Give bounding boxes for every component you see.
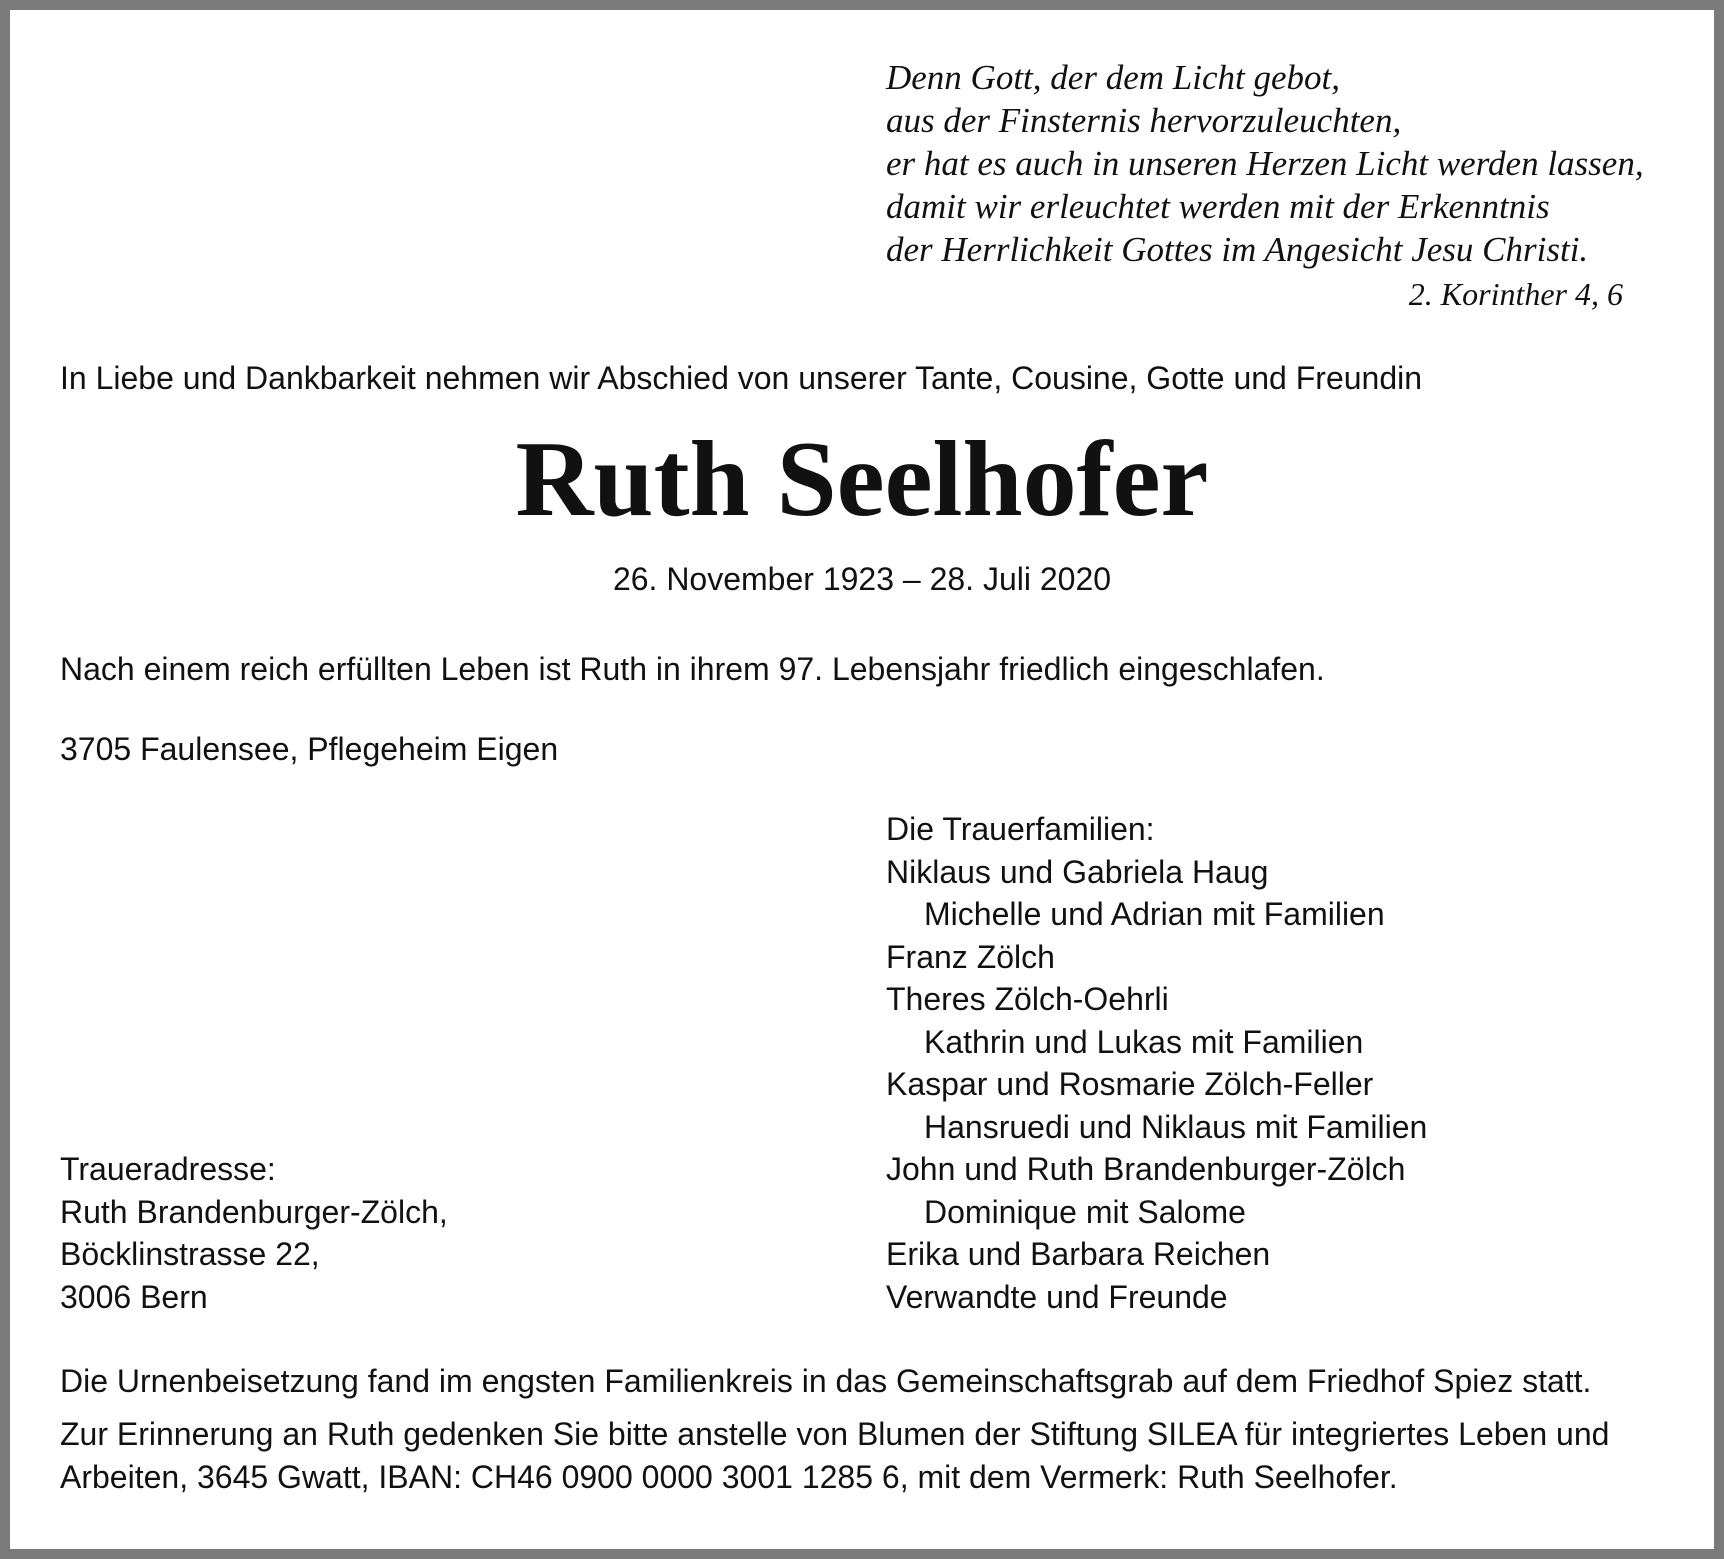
family-entry: Franz Zölch bbox=[886, 938, 1055, 975]
intro-text: In Liebe und Dankbarkeit nehmen wir Abschied von unserer Tante, Cousine, Gotte und Freundin bbox=[60, 360, 1423, 396]
verse-line: damit wir erleuchtet werden mit der Erkenntnis bbox=[886, 187, 1550, 226]
mourning-address bbox=[60, 1148, 448, 1318]
verse-line: aus der Finsternis hervorzuleuchten, bbox=[886, 101, 1402, 140]
verse-line: Denn Gott, der dem Licht gebot, bbox=[886, 58, 1340, 97]
address-line: Ruth Brandenburger-Zölch, bbox=[60, 1193, 448, 1230]
donation-text bbox=[60, 1413, 1670, 1499]
donation-line: Arbeiten, 3645 Gwatt, IBAN: CH46 0900 0000 3001 1285 6, mit dem Vermerk: Ruth Seelhofer. bbox=[60, 1459, 1398, 1495]
verse-line: der Herrlichkeit Gottes im Angesicht Jesu Christi. bbox=[886, 230, 1589, 269]
family-entry: Erika und Barbara Reichen bbox=[886, 1236, 1271, 1272]
family-entry: Niklaus und Gabriela Haug bbox=[886, 853, 1269, 890]
address-line: 3006 Bern bbox=[60, 1278, 208, 1315]
family-entry: Michelle und Adrian mit Familien bbox=[924, 896, 1385, 932]
bible-verse bbox=[886, 56, 1646, 271]
family-entry: Hansruedi und Niklaus mit Familien bbox=[924, 1108, 1428, 1145]
life-dates: 26. November 1923 – 28. Juli 2020 bbox=[612, 561, 1112, 597]
verse-reference: 2. Korinther 4, 6 bbox=[1408, 276, 1623, 312]
address-label: Traueradresse: bbox=[60, 1151, 276, 1187]
address-line: Böcklinstrasse 22, bbox=[60, 1236, 320, 1272]
family-entry: Dominique mit Salome bbox=[924, 1193, 1246, 1230]
family-entry: Verwandte und Freunde bbox=[886, 1278, 1228, 1315]
donation-line: Zur Erinnerung an Ruth gedenken Sie bitte anstelle von Blumen der Stiftung SILEA für integriertes Leben und bbox=[60, 1416, 1610, 1452]
obituary-notice bbox=[10, 10, 1714, 1549]
verse-line: er hat es auch in unseren Herzen Licht werden lassen, bbox=[886, 144, 1644, 183]
mourning-families bbox=[886, 808, 1427, 1318]
family-entry: John und Ruth Brandenburger-Zölch bbox=[886, 1151, 1406, 1187]
family-entry: Kaspar und Rosmarie Zölch-Feller bbox=[886, 1066, 1374, 1102]
passing-text: Nach einem reich erfüllten Leben ist Ruth in ihrem 97. Lebensjahr friedlich eingeschlafen. bbox=[60, 651, 1325, 687]
deceased-name: Ruth Seelhofer bbox=[515, 420, 1209, 539]
families-heading: Die Trauerfamilien: bbox=[886, 811, 1155, 847]
family-entry: Kathrin und Lukas mit Familien bbox=[924, 1023, 1364, 1060]
burial-text: Die Urnenbeisetzung fand im engsten Familienkreis in das Gemeinschaftsgrab auf dem Friedhof Spiez statt. bbox=[60, 1363, 1592, 1399]
family-entry: Theres Zölch-Oehrli bbox=[886, 981, 1169, 1017]
residence-text: 3705 Faulensee, Pflegeheim Eigen bbox=[60, 731, 559, 767]
